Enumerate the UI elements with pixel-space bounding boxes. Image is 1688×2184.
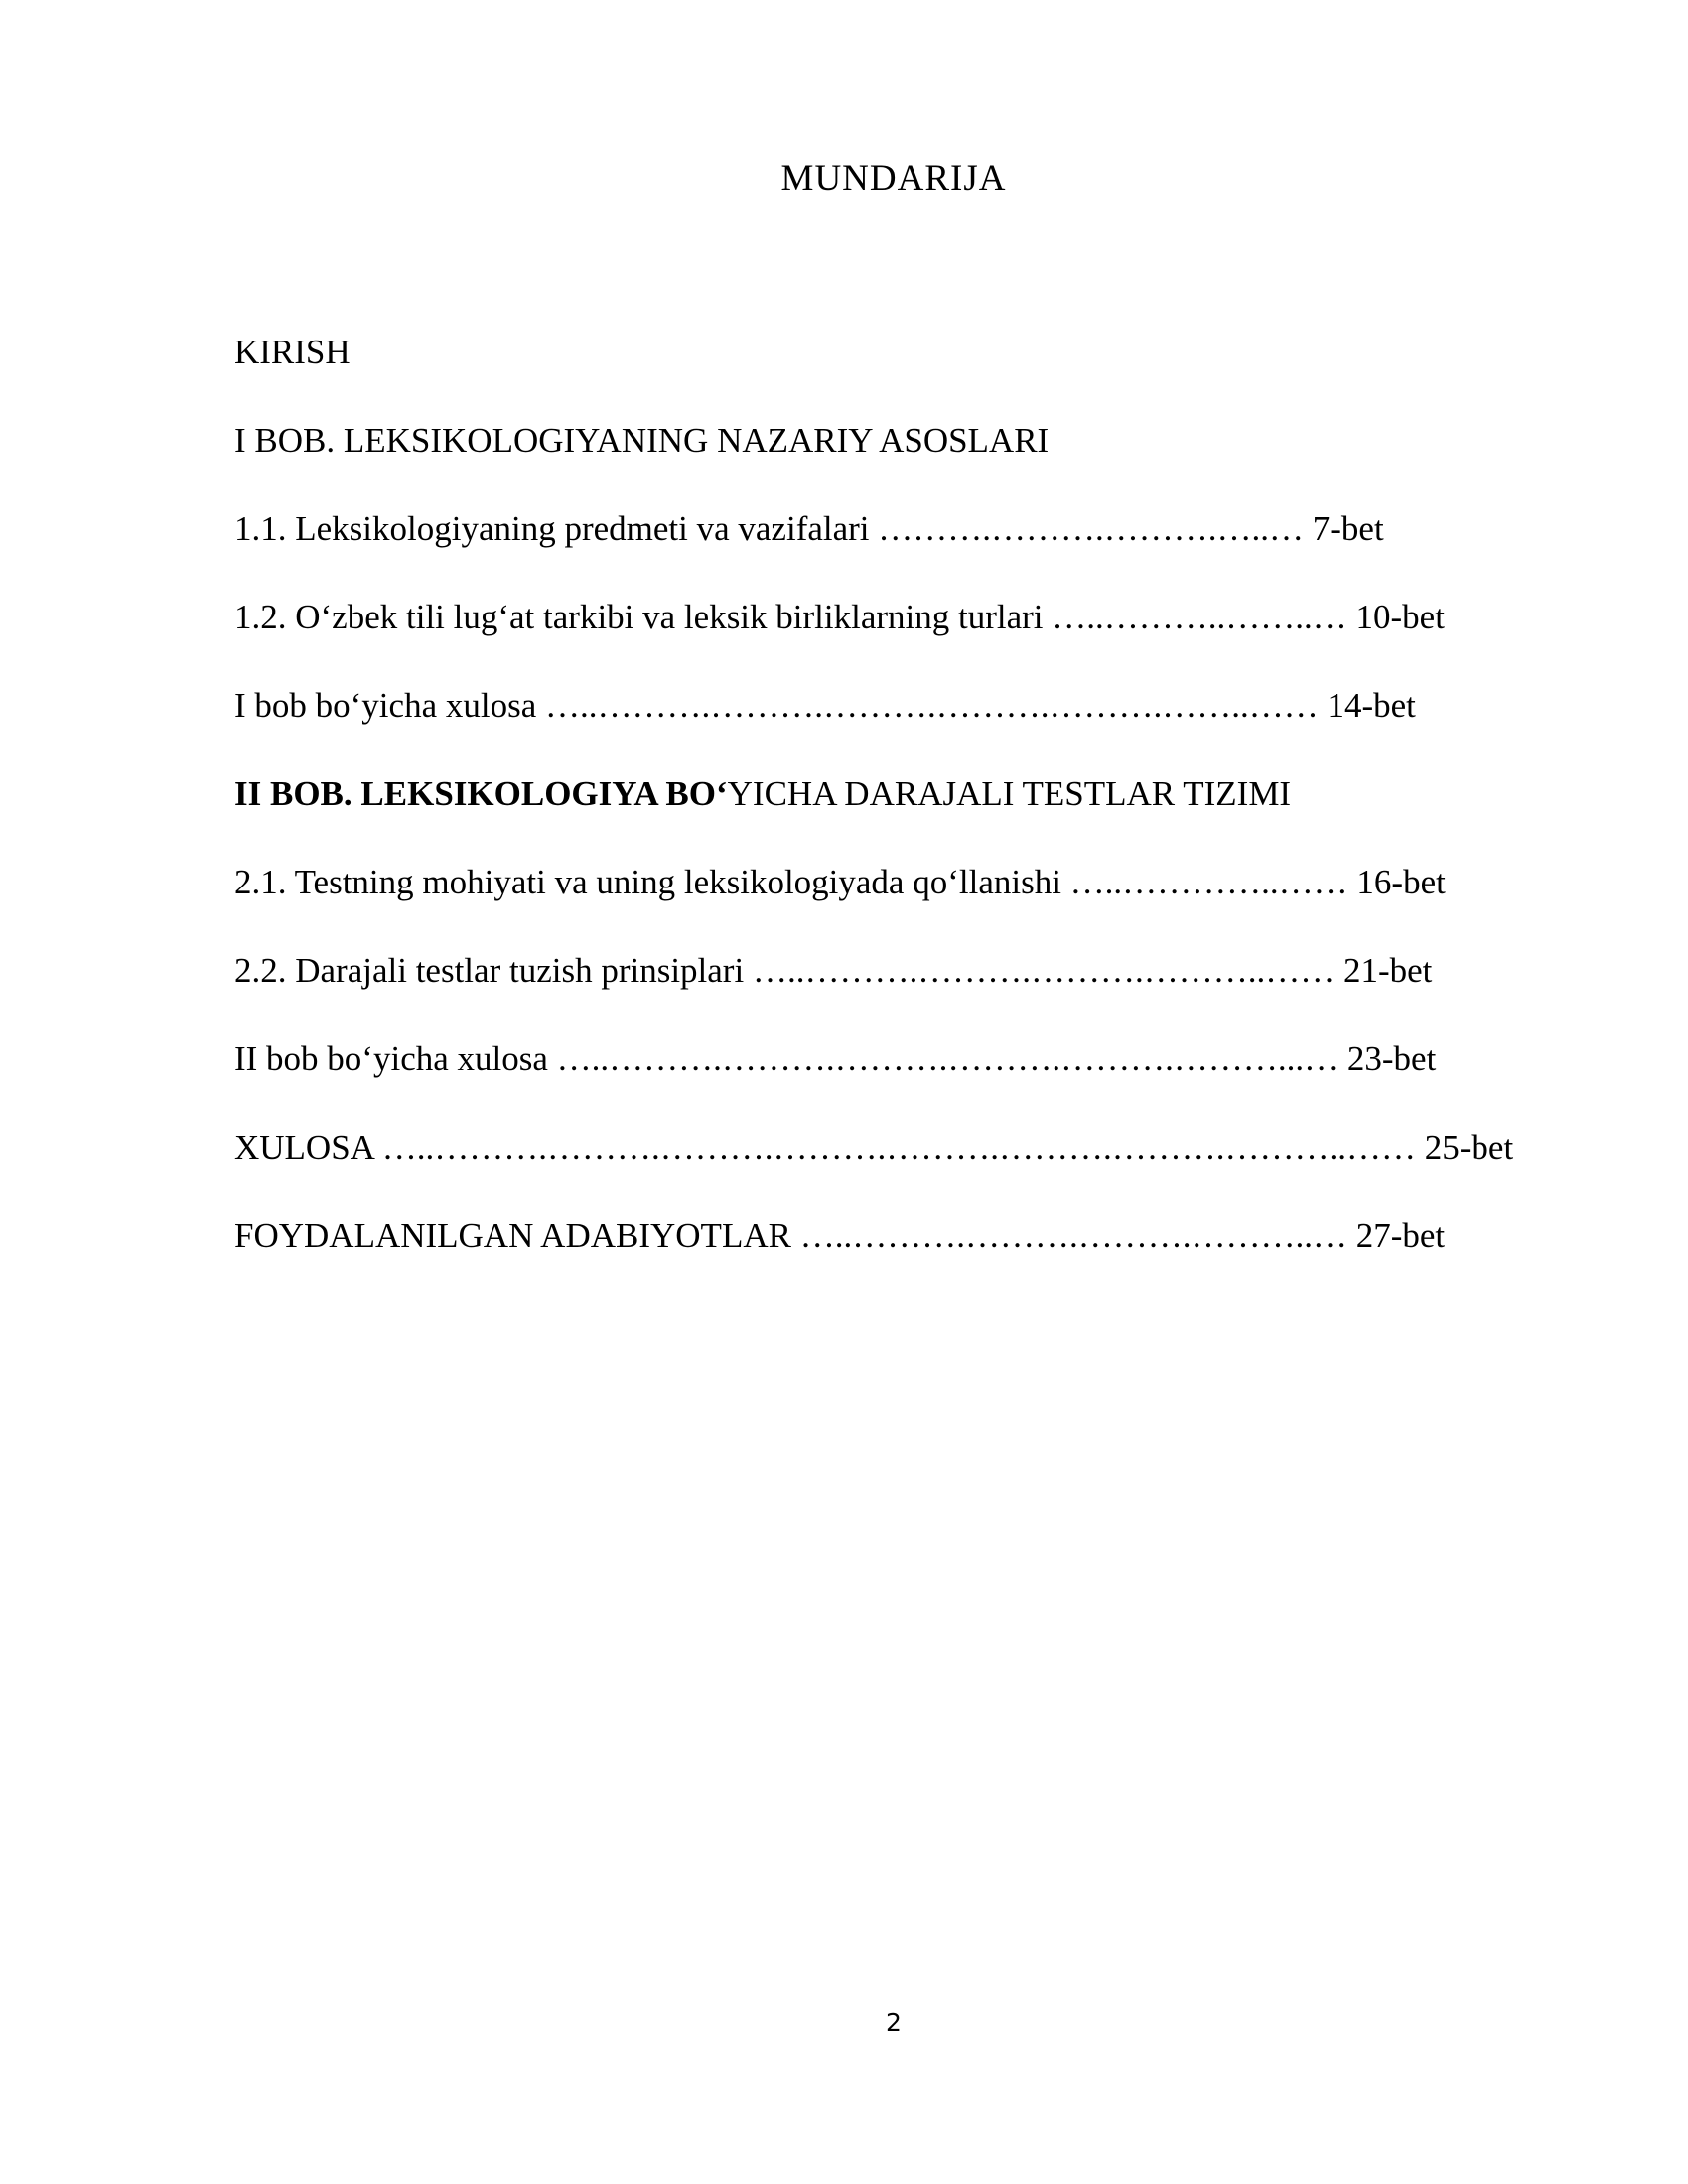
toc-entry-chapter-1-summary: I bob bo‘yicha xulosa …..……….……….……….……….……….……..…… 14-bet <box>234 686 1416 725</box>
toc-entry-conclusion: XULOSA …..……….……….……….……….……….……….……….………..…… 25-bet <box>234 1128 1514 1166</box>
document-title: MUNDARIJA <box>780 158 1007 199</box>
toc-entry-chapter-2-rest: YICHA DARAJALI TESTLAR TIZIMI <box>727 774 1292 813</box>
toc-entry-chapter-1: I BOB. LEKSIKOLOGIYANING NAZARIY ASOSLARI <box>234 421 1050 460</box>
toc-entry-1-2: 1.2. O‘zbek tili lug‘at tarkibi va leksik birliklarning turlari …..………..……..… 10-bet <box>234 598 1445 636</box>
toc-entry-kirish: KIRISH <box>234 333 351 371</box>
toc-entry-chapter-2-summary: II bob bo‘yicha xulosa …..……….……….……….……….……….………...… 23-bet <box>234 1039 1437 1078</box>
toc-entry-bibliography: FOYDALANILGAN ADABIYOTLAR …..……….……….……….………..… 27-bet <box>234 1216 1446 1255</box>
table-of-contents <box>234 328 1585 1299</box>
toc-entry-chapter-2 <box>234 769 1585 858</box>
toc-entry-chapter-2-bold: II BOB. LEKSIKOLOGIYA BO‘ <box>234 774 728 813</box>
page-number: 2 <box>886 2008 902 2037</box>
toc-entry-2-2: 2.2. Darajali testlar tuzish prinsiplari …..……….……….……….………..…… 21-bet <box>234 951 1433 990</box>
toc-entry-1-1: 1.1. Leksikologiyaning predmeti va vazifalari ……….……….……….…..… 7-bet <box>234 509 1384 548</box>
toc-entry-2-1: 2.1. Testning mohiyati va uning leksikologiyada qo‘llanishi …..…………..…… 16-bet <box>234 863 1446 901</box>
